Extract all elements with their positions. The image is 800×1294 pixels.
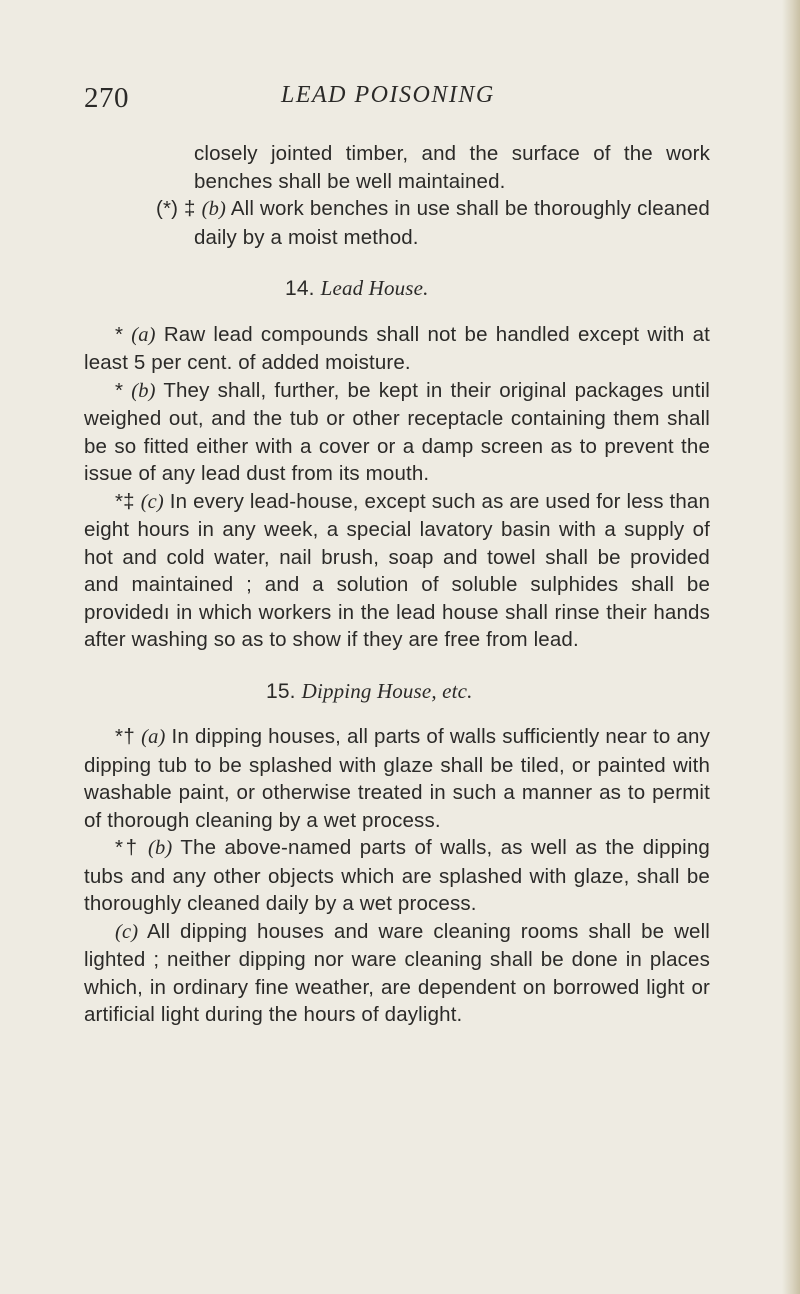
rule-13b bbox=[84, 195, 710, 251]
rule-mark: *† bbox=[115, 836, 140, 859]
rule-15a bbox=[84, 723, 710, 834]
section-15-heading bbox=[84, 678, 710, 706]
rule-mark: * bbox=[115, 378, 124, 402]
page-edge-shadow bbox=[782, 0, 800, 1294]
page-body bbox=[84, 140, 710, 1029]
rule-text: In every lead-house, except such as are used for less than eight hours in any week, a special lavatory basin with a supply of hot and cold water, nail brush, soap and towel shall be provided and maintained ; and a solution of soluble sulphides shall be providedı in which workers in the lead house shall rinse their hands after washing so as to show if they are free from lead. bbox=[84, 489, 710, 651]
running-head: LEAD POISONING bbox=[281, 82, 495, 108]
continuation-text: closely jointed timber, and the surface of the work benches shall be well maintained. bbox=[194, 142, 710, 193]
section-number: 15. bbox=[266, 679, 296, 703]
rule-mark: * bbox=[115, 322, 124, 346]
rule-label: (b) bbox=[131, 379, 156, 402]
rule-label: (b) bbox=[148, 837, 173, 859]
rule-mark: (*) ‡ bbox=[156, 197, 196, 220]
rule-14c bbox=[84, 488, 710, 654]
rule-text: All dipping houses and ware cleaning rooms shall be well lighted ; neither dipping nor ware cleaning shall be done in places which, in ordinary fine weather, are dependent on borrowed light or artificial light during the hours of daylight. bbox=[84, 919, 710, 1026]
section-title: Dipping House, etc. bbox=[301, 678, 473, 703]
rule-text: Raw lead compounds shall not be handled except with at least 5 per cent. of added moisture. bbox=[84, 322, 710, 374]
rule-mark: *‡ bbox=[115, 489, 135, 513]
page-number: 270 bbox=[84, 82, 129, 114]
rule-mark: *† bbox=[115, 725, 136, 748]
rule-14b bbox=[84, 377, 710, 488]
section-number: 14. bbox=[285, 277, 315, 300]
continuation-paragraph bbox=[84, 140, 710, 195]
rule-14a bbox=[84, 321, 710, 377]
rule-text: They shall, further, be kept in their original packages until weighed out, and the tub or other receptacle containing them shall be so fitted either with a cover or a damp screen as to prevent the issue of any lead dust from its mouth. bbox=[84, 378, 710, 485]
rule-label: (a) bbox=[131, 323, 156, 346]
section-title: Lead House. bbox=[320, 276, 429, 300]
rule-text: In dipping houses, all parts of walls sufficiently near to any dipping tub to be splashed with glaze shall be tiled, or painted with washable paint, or otherwise treated in such a manner as to permit of thorough cleaning by a wet process. bbox=[84, 725, 710, 832]
rule-label: (b) bbox=[201, 198, 227, 220]
rule-15c bbox=[84, 918, 710, 1029]
rule-text: All work benches in use shall be thoroughly cleaned daily by a moist method. bbox=[194, 197, 710, 249]
rule-label: (a) bbox=[141, 726, 166, 748]
page-header bbox=[84, 82, 724, 122]
rule-text: The above-named parts of walls, as well as the dipping tubs and any other objects which are splashed with glaze, shall be thoroughly cleaned daily by a wet process. bbox=[84, 836, 710, 915]
rule-15b bbox=[84, 834, 710, 918]
rule-label: (c) bbox=[140, 490, 164, 513]
rule-label: (c) bbox=[115, 920, 139, 943]
section-14-heading bbox=[84, 275, 710, 303]
